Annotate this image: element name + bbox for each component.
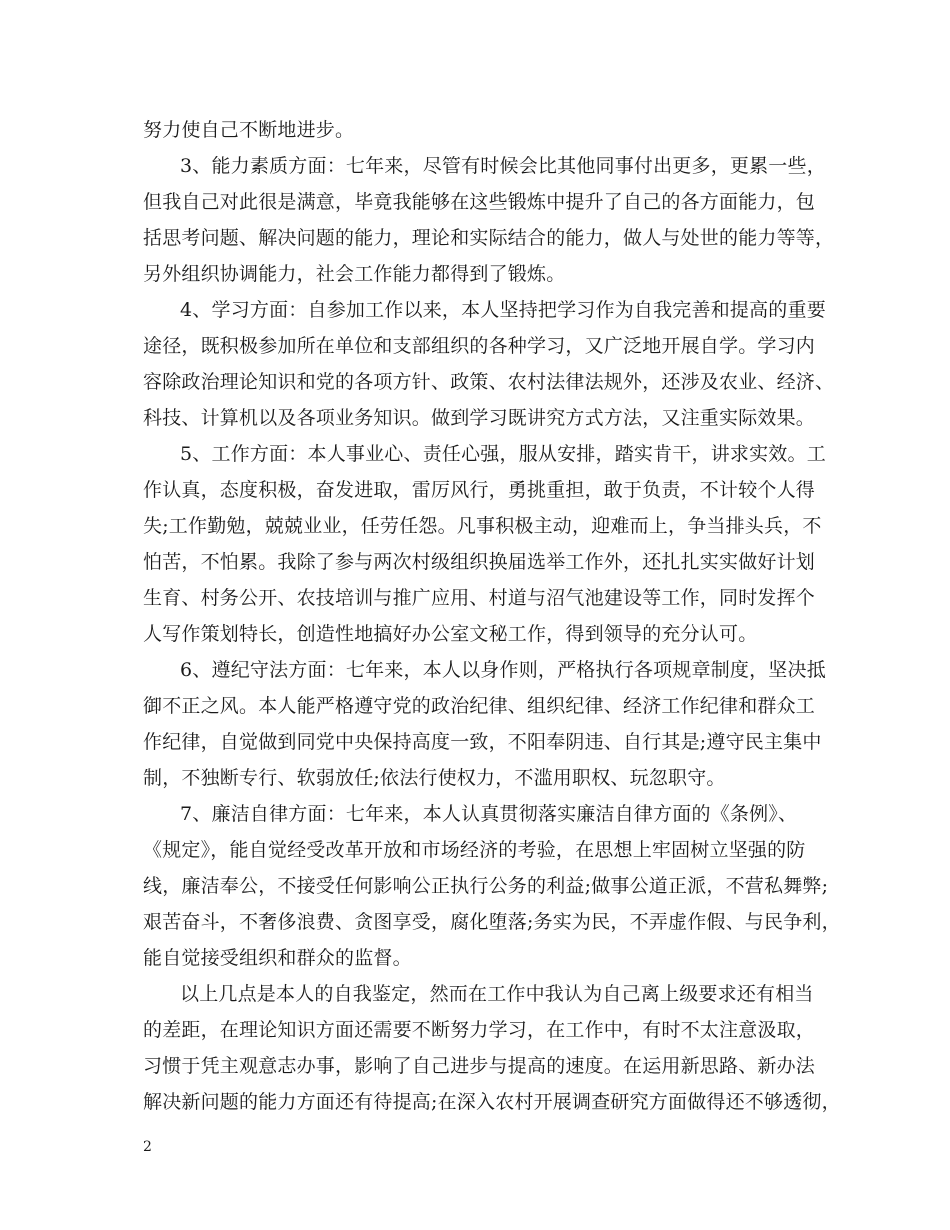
text-line: 途径，既积极参加所在单位和支部组织的各种学习，又广泛地开展自学。学习内 xyxy=(143,335,816,357)
page-number: 2 xyxy=(143,1139,152,1155)
text-line: 怕苦，不怕累。我除了参与两次村级组织换届选举工作外，还扎扎实实做好计划 xyxy=(143,551,816,573)
text-line: 6、遵纪守法方面：七年来，本人以身作则，严格执行各项规章制度，坚决抵 xyxy=(180,659,826,681)
text-line: 7、廉洁自律方面：七年来，本人认真贯彻落实廉洁自律方面的《条例》、 xyxy=(180,803,798,825)
text-line: 生育、村务公开、农技培训与推广应用、村道与沼气池建设等工作，同时发挥个 xyxy=(143,587,816,609)
text-line: 以上几点是本人的自我鉴定，然而在工作中我认为自己离上级要求还有相当 xyxy=(180,983,814,1005)
text-line: 解决新问题的能力方面还有待提高;在深入农村开展调查研究方面做得还不够透彻， xyxy=(143,1091,841,1113)
text-line: 人写作策划特长，创造性地搞好办公室文秘工作，得到领导的充分认可。 xyxy=(143,623,758,645)
text-line: 线，廉洁奉公，不接受任何影响公正执行公务的利益;做事公道正派，不营私舞弊; xyxy=(143,875,829,897)
text-line: 失;工作勤勉，兢兢业业，任劳任怨。凡事积极主动，迎难而上，争当排头兵，不 xyxy=(143,515,822,537)
text-line: 但我自己对此很是满意，毕竟我能够在这些锻炼中提升了自己的各方面能力，包 xyxy=(143,191,816,213)
text-line: 的差距，在理论知识方面还需要不断努力学习，在工作中，有时不太注意汲取， xyxy=(143,1019,816,1041)
text-line: 御不正之风。本人能严格遵守党的政治纪律、组织纪律、经济工作纪律和群众工 xyxy=(143,695,816,717)
text-line: 能自觉接受组织和群众的监督。 xyxy=(143,947,412,969)
text-line: 5、工作方面：本人事业心、责任心强，服从安排，踏实肯干，讲求实效。工 xyxy=(180,443,826,465)
text-line: 作认真，态度积极，奋发进取，雷厉风行，勇挑重担，敢于负责，不计较个人得 xyxy=(143,479,816,501)
text-line: 《规定》，能自觉经受改革开放和市场经济的考验，在思想上牢固树立坚强的防 xyxy=(143,839,806,861)
text-line: 容除政治理论知识和党的各项方针、政策、农村法律法规外，还涉及农业、经济、 xyxy=(143,371,835,393)
text-line: 括思考问题、解决问题的能力，理论和实际结合的能力，做人与处世的能力等等， xyxy=(143,227,835,249)
text-line: 制，不独断专行、软弱放任;依法行使权力，不滥用职权、玩忽职守。 xyxy=(143,767,726,789)
text-line: 作纪律，自觉做到同党中央保持高度一致，不阳奉阴违、自行其是;遵守民主集中 xyxy=(143,731,822,753)
text-line: 另外组织协调能力，社会工作能力都得到了锻炼。 xyxy=(143,263,566,285)
text-line: 艰苦奋斗，不奢侈浪费、贪图享受，腐化堕落;务实为民，不弄虚作假、与民争利， xyxy=(143,911,841,933)
text-line: 3、能力素质方面：七年来，尽管有时候会比其他同事付出更多，更累一些， xyxy=(180,155,826,177)
text-line: 科技、计算机以及各项业务知识。做到学习既讲究方式方法，又注重实际效果。 xyxy=(143,407,816,429)
text-line: 习惯于凭主观意志办事，影响了自己进步与提高的速度。在运用新思路、新办法 xyxy=(143,1055,816,1077)
text-line: 4、学习方面：自参加工作以来，本人坚持把学习作为自我完善和提高的重要 xyxy=(180,299,826,321)
text-line: 努力使自己不断地进步。 xyxy=(143,119,355,141)
